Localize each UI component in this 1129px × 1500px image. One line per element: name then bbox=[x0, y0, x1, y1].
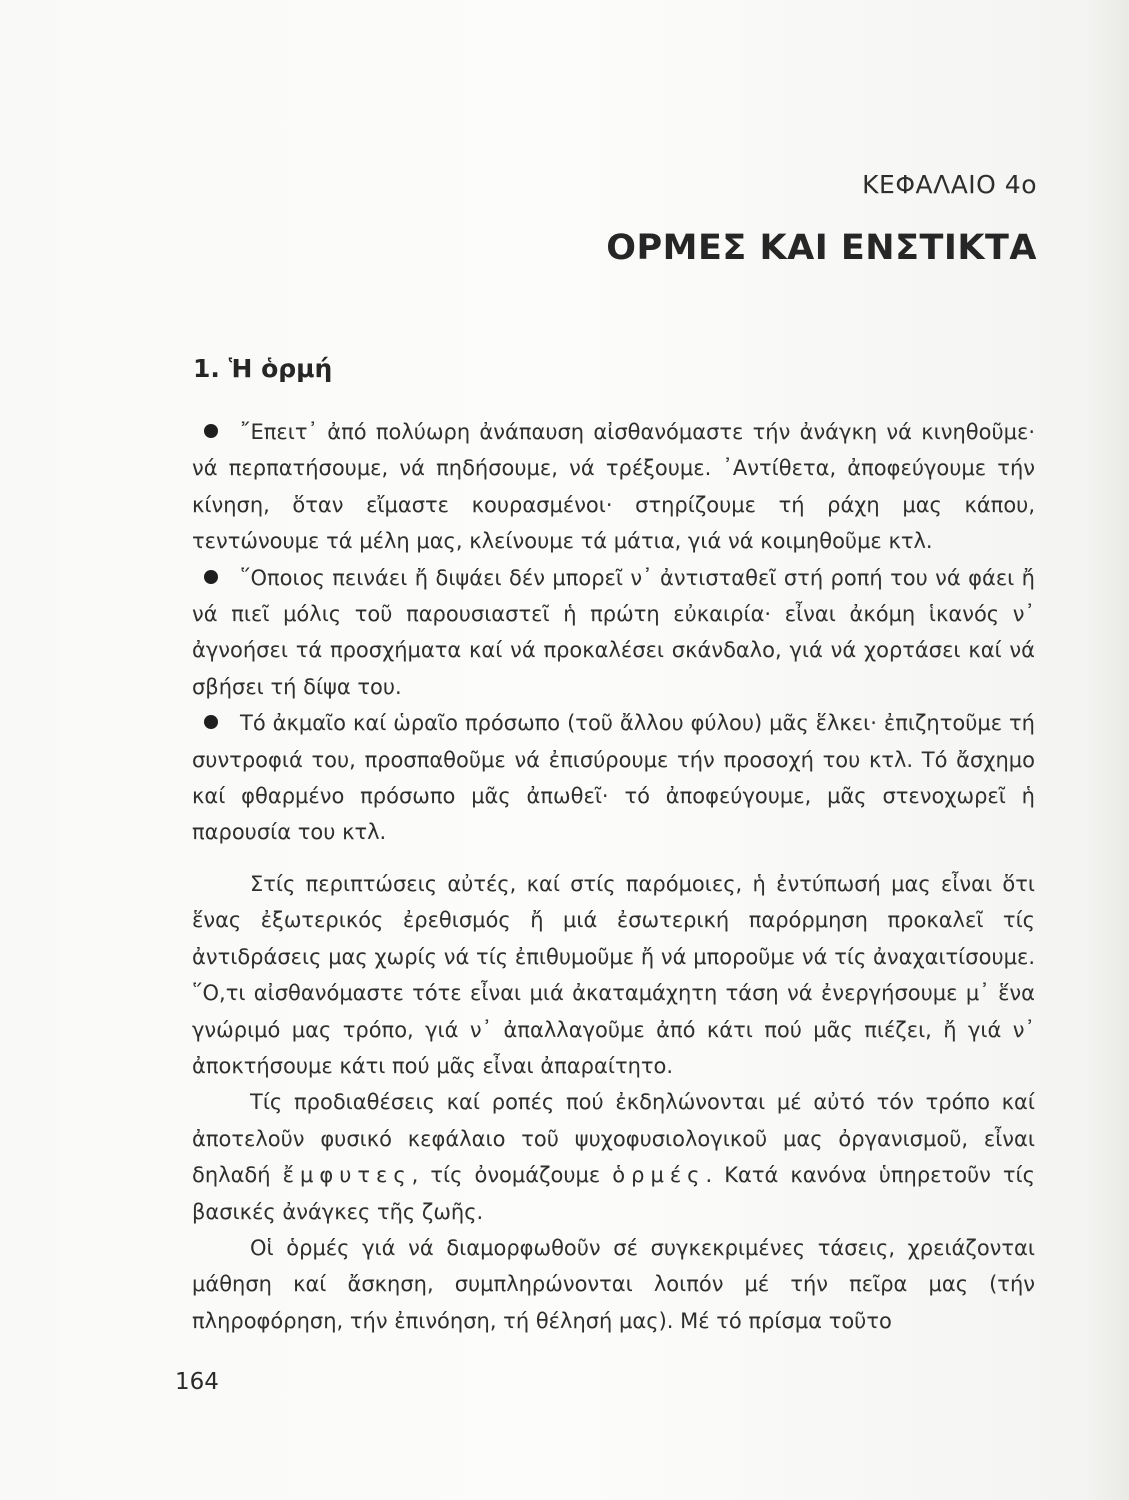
paragraph-5-text-c: , τίς ὀνομάζουμε bbox=[411, 1163, 601, 1188]
paragraph-3-text: Τό ἀκμαῖο καί ὡραῖο πρόσωπο (τοῦ ἄλλου φύλου) μᾶς ἕλκει· ἐπιζητοῦμε τή συντροφιά του, προσπαθοῦμε νά ἐπισύρουμε τήν προσοχή του κτλ. Τό ἄσχημο καί φθαρμένο πρόσωπο μᾶς ἀπωθεῖ· τό ἀποφεύγουμε, μᾶς στενοχωρεῖ ἡ παρουσία του κτλ. bbox=[192, 711, 1035, 845]
chapter-title: ΟΡΜΕΣ ΚΑΙ ΕΝΣΤΙΚΤΑ bbox=[606, 228, 1037, 268]
bullet-icon bbox=[204, 570, 218, 584]
paragraph-2-text: ῞Οποιος πεινάει ἤ διψάει δέν μπορεῖ ν᾽ ἀντισταθεῖ στή ροπή του νά φάει ἤ νά πιεῖ μόλις τοῦ παρουσιαστεῖ ἡ πρώτη εὐκαιρία· εἶναι ἀκόμη ἱκανός ν᾽ ἀγνοήσει τά προσχήματα καί νά προκαλέσει σκάνδαλο, γιά νά χορτάσει καί νά σβήσει τή δίψα του. bbox=[192, 565, 1035, 699]
section-heading: 1. Ἡ ὁρμή bbox=[193, 354, 333, 383]
paragraph-6: Οἱ ὁρμές γιά νά διαμορφωθοῦν σέ συγκεκριμένες τάσεις, χρειάζονται μάθηση καί ἄσκηση, συμπληρώνονται λοιπόν μέ τήν πεῖρα μας (τήν πληροφόρηση, τήν ἐπινόηση, τή θέλησή μας). Μέ τό πρίσμα τοῦτο bbox=[192, 1235, 1035, 1333]
bullet-icon bbox=[204, 424, 218, 438]
paragraph-1 bbox=[192, 414, 1035, 560]
paragraph-5-text-a: Τίς προδιαθέσεις καί ροπές πού ἐκδηλώνονται μέ αὐτό τόν τρόπο καί ἀποτελοῦν φυσικό κεφάλαιο τοῦ ψυχοφυσιολογικοῦ μας ὀργανισμοῦ, εἶναι δηλαδή bbox=[192, 1090, 1035, 1188]
chapter-label: ΚΕΦΑΛΑΙΟ 4ο bbox=[862, 170, 1037, 199]
paragraph-4: Στίς περιπτώσεις αὐτές, καί στίς παρόμοιες, ἡ ἐντύπωσή μας εἶναι ὅτι ἕνας ἐξωτερικός ἐρεθισμός ἤ μιά ἐσωτερική παρόρμηση προκαλεῖ τίς ἀντιδράσεις μας χωρίς νά τίς ἐπιθυμοῦμε ἤ νά μποροῦμε νά τίς ἀναχαιτίσουμε. ῞Ο,τι αἰσθανόμαστε τότε εἶναι μιά ἀκαταμάχητη τάση νά ἐνεργήσουμε μ᾽ ἕνα γνώριμό μας τρόπο, γιά ν᾽ ἀπαλλαγοῦμε ἀπό κάτι πού μᾶς πιέζει, ἤ γιά ν᾽ ἀποκτήσουμε κάτι πού μᾶς εἶναι ἀπαραίτητο. bbox=[192, 871, 1035, 1078]
term-ormes: ὁρμές bbox=[612, 1163, 706, 1188]
paragraph-5 bbox=[192, 1084, 1035, 1230]
term-emfytes: ἔμφυτες bbox=[282, 1163, 412, 1188]
bullet-icon bbox=[204, 715, 218, 729]
body-text bbox=[192, 414, 1035, 1339]
paragraph-2 bbox=[192, 560, 1035, 706]
paragraph-5-text-e: . Κατά κανόνα ὑπηρετοῦν τίς βασικές ἀνάγκες τῆς ζωῆς. bbox=[192, 1163, 1035, 1224]
paragraph-3 bbox=[192, 705, 1035, 851]
page-number: 164 bbox=[175, 1369, 219, 1395]
paragraph-1-text: ῎Επειτ᾽ ἀπό πολύωρη ἀνάπαυση αἰσθανόμαστε τήν ἀνάγκη νά κινηθοῦμε· νά περπατήσουμε, νά πηδήσουμε, νά τρέξουμε. ᾽Αντίθετα, ἀποφεύγουμε τήν κίνηση, ὅταν εἴμαστε κουρασμένοι· στηρίζουμε τή ράχη μας κάπου, τεντώνουμε τά μέλη μας, κλείνουμε τά μάτια, γιά νά κοιμηθοῦμε κτλ. bbox=[192, 420, 1035, 554]
